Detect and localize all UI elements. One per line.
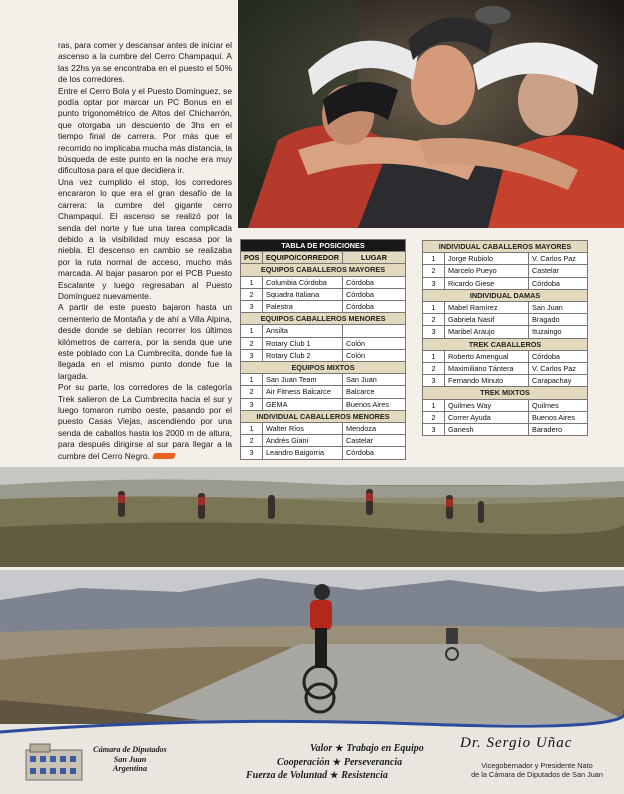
value-item: Cooperación: [277, 756, 330, 768]
values-row: [232, 769, 424, 783]
pos-cell: 1: [241, 374, 263, 386]
article-text: [58, 40, 232, 462]
star-icon: ★: [335, 743, 344, 753]
signature-caption: [452, 762, 622, 780]
place-cell: San Juan: [343, 374, 406, 386]
pos-cell: 2: [423, 265, 445, 277]
table-row: [241, 435, 406, 447]
article-paragraph: Entre el Cerro Bola y el Puesto Domínguez, se podía optar por marcar un PC Bonus en el punto trigonométrico de Altos del Chicharrón, que otorgaba un descuento de 3hs en el tiempo final de carrera. Por más que el recorrido no implicaba mucha más distancia, la búsqueda de este punto en la noche era muy dificultosa para el que decidiera ir.: [58, 85, 232, 176]
place-cell: Ituzaingo: [529, 326, 588, 338]
team-cell: Squadra Italiana: [263, 288, 343, 300]
article-paragraph-text: Por su parte, los corredores de la categoría Trek salieron de La Cumbrecita hacia el sur y luego tomaron rumbo oeste, pasando por el puesto Casas Viejas, ascendiendo por una senda de caballos hasta los 2000 m de altura, para después dirigirse al sur para llegar a la cumbre del Cerro Negro.: [58, 382, 232, 461]
table-row: [423, 424, 588, 436]
table-row: [241, 386, 406, 398]
team-cell: Air Fitness Balcarce: [263, 386, 343, 398]
pos-cell: 2: [241, 337, 263, 349]
team-cell: Ganesh: [445, 424, 529, 436]
table-row: [423, 253, 588, 265]
place-cell: Córdoba: [343, 288, 406, 300]
table-row: [423, 411, 588, 423]
table-row: [241, 447, 406, 459]
table-row: [241, 325, 406, 337]
pos-cell: 1: [423, 302, 445, 314]
section-header: EQUIPOS MIXTOS: [241, 362, 406, 374]
signature: Dr. Sergio Uñac: [460, 735, 573, 751]
team-cell: Ricardo Giese: [445, 277, 529, 289]
team-cell: GEMA: [263, 398, 343, 410]
standings-table-right: [422, 240, 587, 436]
section-header: INDIVIDUAL CABALLEROS MAYORES: [423, 241, 588, 253]
team-cell: Quilmes Way: [445, 399, 529, 411]
place-cell: Córdoba: [529, 277, 588, 289]
pos-cell: 2: [423, 411, 445, 423]
pos-cell: 1: [241, 325, 263, 337]
column-header-team: EQUIPO/CORREDOR: [263, 252, 343, 264]
place-cell: Mendoza: [343, 423, 406, 435]
chamber-name: [86, 745, 174, 774]
pos-cell: 1: [423, 253, 445, 265]
photo-cyclists-illustration: [238, 0, 624, 228]
pos-cell: 3: [423, 277, 445, 289]
team-cell: Gabriela Nasif: [445, 314, 529, 326]
article-paragraph: Una vez cumplido el stop, los corredores encararon lo que era el gran desafío de la carrera: la cumbre del gigante cerro Champaquí. El ascenso se realizó por la senda del norte y fue una tarea complicada debido a la visibilidad muy escasa por la niebla. El descenso en cambio se realizaba por la ruta normal de acceso, mucho más marcada. Al bajar pasaron por el PCB Puesto Escalante y luego regresaban al Puesto Domínguez nuevamente.: [58, 176, 232, 301]
chamber-name-line: San Juan: [113, 754, 147, 764]
place-cell: Baradero: [529, 424, 588, 436]
place-cell: V. Carlos Paz: [529, 253, 588, 265]
standings-table-left: [240, 239, 405, 460]
table-row: [241, 301, 406, 313]
pos-cell: 3: [241, 398, 263, 410]
value-item: Valor: [310, 743, 333, 754]
team-cell: Andrés Giani: [263, 435, 343, 447]
pos-cell: 1: [241, 276, 263, 288]
table-row: [241, 398, 406, 410]
pos-cell: 2: [241, 386, 263, 398]
table-row: [241, 276, 406, 288]
section-header: INDIVIDUAL CABALLEROS MENORES: [241, 410, 406, 422]
place-cell: Colón: [343, 337, 406, 349]
team-cell: Maribel Araujo: [445, 326, 529, 338]
team-cell: Palestra: [263, 301, 343, 313]
building-icon: [24, 742, 84, 782]
table-title: TABLA DE POSICIONES: [241, 240, 406, 252]
column-header-pos: POS: [241, 252, 263, 264]
pos-cell: 2: [423, 314, 445, 326]
section-header: TREK CABALLEROS: [423, 338, 588, 350]
place-cell: Castelar: [529, 265, 588, 277]
values-row: [232, 756, 424, 770]
pos-cell: 3: [241, 301, 263, 313]
section-header: EQUIPOS CABALLEROS MAYORES: [241, 264, 406, 276]
table-row: [423, 375, 588, 387]
chamber-name-line: Argentina: [112, 764, 148, 774]
place-cell: Buenos Aires: [343, 398, 406, 410]
pos-cell: 2: [423, 363, 445, 375]
team-cell: Ansilta: [263, 325, 343, 337]
table-row: [423, 314, 588, 326]
team-cell: Rotary Club 1: [263, 337, 343, 349]
team-cell: Mabel Ramírez: [445, 302, 529, 314]
table-row: [423, 265, 588, 277]
table-row: [241, 337, 406, 349]
team-cell: Roberto Amengual: [445, 350, 529, 362]
place-cell: San Juan: [529, 302, 588, 314]
section-header: EQUIPOS CABALLEROS MENORES: [241, 313, 406, 325]
values-list: [232, 742, 424, 783]
section-header: TREK MIXTOS: [423, 387, 588, 399]
place-cell: Colón: [343, 349, 406, 361]
place-cell: Buenos Aires: [529, 411, 588, 423]
table-row: [423, 399, 588, 411]
pos-cell: 3: [423, 424, 445, 436]
place-cell: Balcarce: [343, 386, 406, 398]
team-cell: Leandro Baigorria: [263, 447, 343, 459]
pos-cell: 1: [423, 350, 445, 362]
place-cell: Carapachay: [529, 375, 588, 387]
signature-caption-line: de la Cámara de Diputados de San Juan: [471, 769, 603, 779]
value-item: Trabajo en Equipo: [346, 743, 424, 754]
table-row: [241, 423, 406, 435]
article-paragraph: [58, 382, 232, 462]
place-cell: Bragado: [529, 314, 588, 326]
pos-cell: 3: [423, 326, 445, 338]
signature-caption-line: Vicegobernador y Presidente Nato: [481, 761, 593, 770]
star-icon: ★: [332, 756, 341, 767]
pos-cell: 2: [241, 288, 263, 300]
place-cell: [343, 325, 406, 337]
team-cell: Columbia Córdoba: [263, 276, 343, 288]
table-row: [423, 350, 588, 362]
place-cell: V. Carlos Paz: [529, 363, 588, 375]
value-item: Perseverancia: [343, 756, 403, 768]
photo-cyclists-hugging: [238, 0, 624, 228]
pos-cell: 1: [241, 423, 263, 435]
table-row: [423, 326, 588, 338]
pos-cell: 1: [423, 399, 445, 411]
section-header: INDIVIDUAL DAMAS: [423, 289, 588, 301]
team-cell: San Juan Team: [263, 374, 343, 386]
team-cell: Correr Ayuda: [445, 411, 529, 423]
team-cell: Rotary Club 2: [263, 349, 343, 361]
table-row: [423, 302, 588, 314]
table-row: [423, 277, 588, 289]
column-header-place: LUGAR: [343, 252, 406, 264]
star-icon: ★: [330, 770, 339, 781]
team-cell: Fernando Minuto: [445, 375, 529, 387]
chamber-name-line: Cámara de Diputados: [93, 745, 167, 754]
photo-trekkers-illustration: [0, 467, 624, 567]
pos-cell: 3: [423, 375, 445, 387]
place-cell: Córdoba: [343, 276, 406, 288]
value-item: Fuerza de Voluntad: [246, 770, 328, 782]
team-cell: Marcelo Pueyo: [445, 265, 529, 277]
table-row: [241, 288, 406, 300]
pos-cell: 3: [241, 349, 263, 361]
article-paragraph: A partir de este puesto bajaron hasta un cementerio de Montaña y de ahí a Villa Alpina, desde donde se debían recorrer los últimos kilómetros de carrera, por la senda que une este poblado con La Cumbrecita, donde fue la llegada en el mismo punto donde fue la largada.: [58, 302, 232, 381]
team-cell: Jorge Rubiolo: [445, 253, 529, 265]
end-of-article-mark: [152, 453, 176, 459]
value-item: Resistencia: [341, 770, 388, 782]
team-cell: Walter Ríos: [263, 423, 343, 435]
place-cell: Córdoba: [343, 447, 406, 459]
values-row: [232, 742, 424, 756]
article-paragraph: ras, para comer y descansar antes de iniciar el ascenso a la cumbre del Cerro Champaquí. A las 22hs ya se encontraba en el puesto el 50% de los corredores.: [58, 40, 232, 85]
table-row: [241, 374, 406, 386]
pos-cell: 2: [241, 435, 263, 447]
place-cell: Córdoba: [343, 301, 406, 313]
table-row: [423, 363, 588, 375]
pos-cell: 3: [241, 447, 263, 459]
photo-trekkers-landscape: [0, 467, 624, 567]
place-cell: Castelar: [343, 435, 406, 447]
place-cell: Quilmes: [529, 399, 588, 411]
table-row: [241, 349, 406, 361]
place-cell: Córdoba: [529, 350, 588, 362]
team-cell: Maximiliano Tántera: [445, 363, 529, 375]
